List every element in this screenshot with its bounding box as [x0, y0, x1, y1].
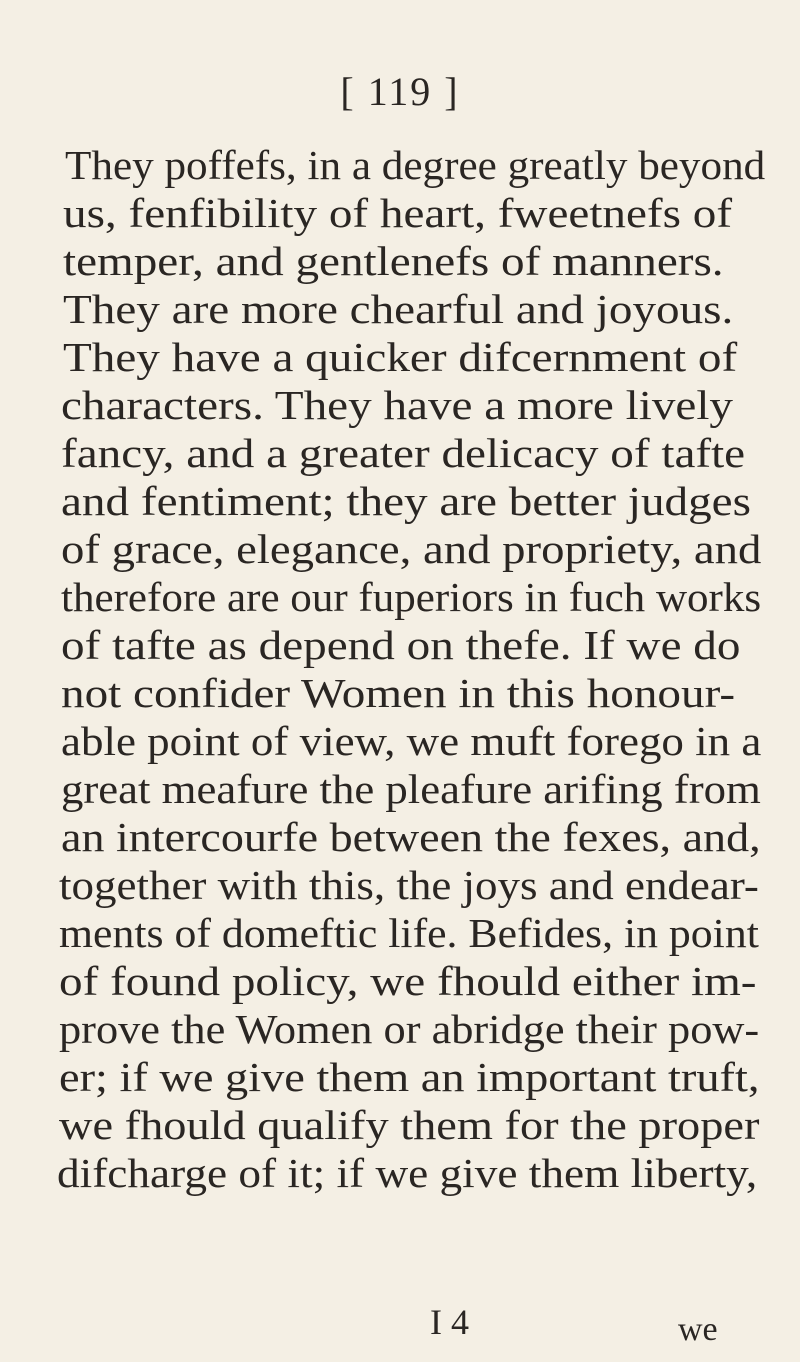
- text-line-21: we fhould qualify them for the proper: [59, 1102, 760, 1148]
- text-line-6: characters. They have a more lively: [61, 382, 734, 428]
- text-line-10: therefore are our fuperiors in fuch works: [61, 574, 762, 620]
- text-line-7: fancy, and a greater delicacy of tafte: [61, 430, 746, 476]
- page-number-header: [ 119 ]: [340, 69, 460, 114]
- text-line-15: an intercourfe between the fexes, and,: [61, 814, 761, 860]
- signature-mark: I 4: [430, 1302, 469, 1342]
- text-line-11: of tafte as depend on thefe. If we do: [61, 622, 741, 668]
- text-line-16: together with this, the joys and endear-: [59, 862, 759, 908]
- text-line-12: not confider Women in this honour-: [61, 670, 736, 716]
- text-line-13: able point of view, we muft forego in a: [61, 718, 762, 764]
- text-line-20: er; if we give them an important truft,: [59, 1054, 760, 1100]
- text-line-22: difcharge of it; if we give them liberty,: [57, 1150, 758, 1196]
- text-line-2: us, fenfibility of heart, fweetnefs of: [63, 190, 733, 236]
- text-line-17: ments of domeftic life. Befides, in point: [59, 910, 759, 956]
- text-line-5: They have a quicker difcernment of: [63, 334, 738, 380]
- text-line-3: temper, and gentlenefs of manners.: [63, 238, 724, 284]
- text-line-14: great meafure the pleafure arifing from: [61, 766, 761, 812]
- text-line-9: of grace, elegance, and propriety, and: [61, 526, 762, 572]
- text-line-8: and fentiment; they are better judges: [61, 478, 751, 524]
- text-line-1: They poffefs, in a degree greatly beyond: [65, 142, 766, 188]
- text-line-18: of found policy, we fhould either im-: [59, 958, 757, 1004]
- text-line-19: prove the Women or abridge their pow-: [59, 1006, 760, 1052]
- catchword: we: [678, 1311, 718, 1348]
- text-line-4: They are more chearful and joyous.: [63, 286, 734, 332]
